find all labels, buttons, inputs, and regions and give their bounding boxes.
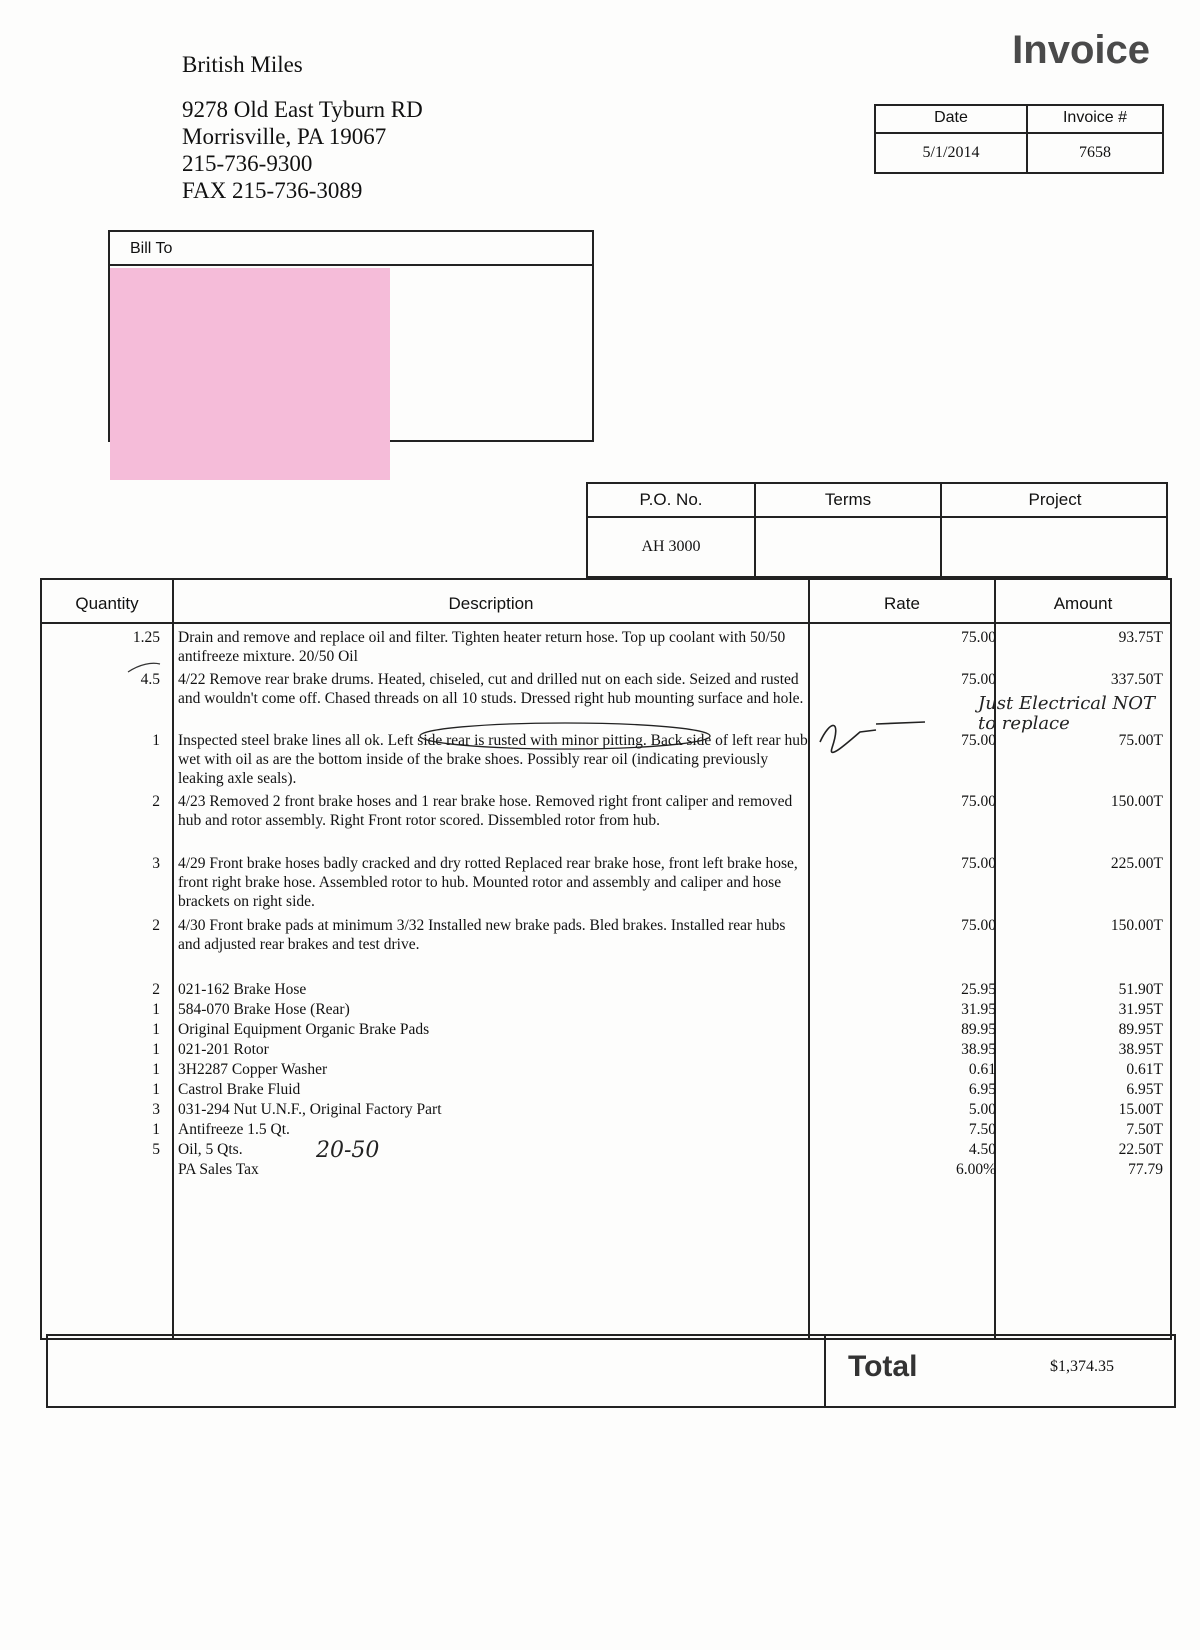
description-cell: 584-070 Brake Hose (Rear) [178, 1001, 350, 1018]
rate-cell: 5.00 [968, 1101, 996, 1118]
rate-cell: 75.00 [961, 732, 996, 749]
date-label: Date [934, 109, 968, 126]
initials-mark [820, 722, 925, 752]
address-line: 9278 Old East Tyburn RD [182, 97, 423, 122]
total-label: Total [848, 1350, 918, 1383]
description-cell: 4/23 Removed 2 front brake hoses and 1 rear brake hose. Removed right front caliper and removed hub and rotor assembly. Right Front rotor scored. Dissembled rotor from hub. [178, 793, 793, 829]
invoice-title: Invoice [1012, 28, 1150, 72]
amount-cell: 51.90T [1118, 981, 1163, 998]
quantity-cell: 1 [152, 1121, 160, 1138]
rate-cell: 75.00 [961, 917, 996, 934]
handwritten-oil-note: 20-50 [316, 1138, 380, 1163]
quantity-cell: 2 [152, 917, 160, 934]
amount-cell: 7.50T [1126, 1121, 1163, 1138]
fax-line: FAX 215-736-3089 [182, 178, 363, 203]
quantity-cell: 1 [152, 1061, 160, 1078]
company-name: British Miles [182, 52, 303, 77]
po-number-value: AH 3000 [641, 538, 701, 555]
amount-cell: 150.00T [1110, 793, 1163, 810]
description-cell: 3H2287 Copper Washer [178, 1061, 328, 1078]
total-value: $1,374.35 [1050, 1358, 1114, 1375]
amount-cell: 89.95T [1118, 1021, 1163, 1038]
amount-cell: 0.61T [1126, 1061, 1163, 1078]
amount-header: Amount [1053, 594, 1113, 613]
description-cell: Castrol Brake Fluid [178, 1081, 301, 1098]
bill-to-label: Bill To [130, 240, 173, 257]
description-cell: Oil, 5 Qts. [178, 1141, 243, 1158]
rate-cell: 25.95 [961, 981, 996, 998]
amount-cell: 93.75T [1118, 629, 1163, 646]
amount-cell: 15.00T [1118, 1101, 1163, 1118]
quantity-cell: 5 [152, 1141, 160, 1158]
amount-cell: 337.50T [1110, 671, 1163, 688]
quantity-cell: 1 [152, 1001, 160, 1018]
amount-cell: 77.79 [1128, 1161, 1163, 1178]
description-cell: 031-294 Nut U.N.F., Original Factory Part [178, 1101, 442, 1118]
rate-cell: 6.95 [968, 1081, 996, 1098]
rate-cell: 89.95 [961, 1021, 996, 1038]
circled-phrase-mark [420, 723, 710, 749]
quantity-cell: 2 [152, 981, 160, 998]
invoice-number-value: 7658 [1079, 144, 1111, 161]
amount-cell: 6.95T [1126, 1081, 1163, 1098]
description-cell: Original Equipment Organic Brake Pads [178, 1021, 430, 1038]
rate-header: Rate [884, 594, 920, 613]
description-cell: 4/29 Front brake hoses badly cracked and dry rotted Replaced rear brake hose, front left brake hose, front right brake hose. Assembled rotor to hub. Mounted rotor and assembly and caliper and hose brackets on right side. [178, 855, 798, 910]
quantity-cell: 1.25 [132, 629, 160, 646]
description-cell: Inspected steel brake lines all ok. Left side rear is rusted with minor pitting. Back side of left rear hub wet with oil as are the bottom inside of the brake shoes. Possibly rear oil (indicating previously leaking axle seals). [178, 732, 808, 787]
rate-cell: 75.00 [961, 629, 996, 646]
amount-cell: 22.50T [1118, 1141, 1163, 1158]
rate-cell: 38.95 [961, 1041, 996, 1058]
rate-cell: 4.50 [968, 1141, 996, 1158]
project-label: Project [1028, 490, 1082, 509]
description-cell: PA Sales Tax [178, 1161, 259, 1178]
invoice-number-label: Invoice # [1062, 109, 1128, 126]
terms-label: Terms [824, 490, 872, 509]
quantity-cell: 1 [152, 732, 160, 749]
rate-cell: 0.61 [968, 1061, 996, 1078]
amount-cell: 150.00T [1110, 917, 1163, 934]
rate-cell: 75.00 [961, 671, 996, 688]
quantity-header: Quantity [75, 594, 139, 613]
description-cell: 021-162 Brake Hose [178, 981, 307, 998]
quantity-cell: 2 [152, 793, 160, 810]
quantity-cell: 1 [152, 1041, 160, 1058]
amount-cell: 225.00T [1110, 855, 1163, 872]
quantity-cell: 1 [152, 1081, 160, 1098]
quantity-cell: 4.5 [140, 671, 160, 688]
phone-line: 215-736-9300 [182, 151, 313, 176]
description-cell: 4/30 Front brake pads at minimum 3/32 Installed new brake pads. Bled brakes. Installed rear hubs and adjusted rear brakes and test drive. [178, 917, 786, 953]
amount-cell: 38.95T [1118, 1041, 1163, 1058]
quantity-cell: 1 [152, 1021, 160, 1038]
total-box [46, 1334, 1176, 1408]
rate-cell: 75.00 [961, 855, 996, 872]
po-number-label: P.O. No. [639, 490, 703, 509]
rate-cell: 75.00 [961, 793, 996, 810]
tick-mark [128, 663, 160, 672]
quantity-cell: 3 [152, 855, 160, 872]
quantity-cell: 3 [152, 1101, 160, 1118]
description-cell: 021-201 Rotor [178, 1041, 269, 1058]
rate-cell: 31.95 [961, 1001, 996, 1018]
rate-cell: 6.00% [955, 1161, 996, 1178]
description-cell: Antifreeze 1.5 Qt. [178, 1121, 290, 1138]
amount-cell: 75.00T [1118, 732, 1163, 749]
description-cell: 4/22 Remove rear brake drums. Heated, chiseled, cut and drilled nut on each side. Seized and rusted and wouldn't come off. Chased threads on all 10 studs. Dressed right hub mounting surface and hole. [178, 671, 804, 707]
description-header: Description [448, 594, 534, 613]
handwritten-rate-note: Just Electrical NOT to replace [978, 693, 1156, 734]
date-value: 5/1/2014 [922, 144, 980, 161]
rate-cell: 7.50 [968, 1121, 996, 1138]
address-line: Morrisville, PA 19067 [182, 124, 387, 149]
amount-cell: 31.95T [1118, 1001, 1163, 1018]
description-cell: Drain and remove and replace oil and filter. Tighten heater return hose. Top up coolant with 50/50 antifreeze mixture. 20/50 Oil [178, 629, 786, 665]
